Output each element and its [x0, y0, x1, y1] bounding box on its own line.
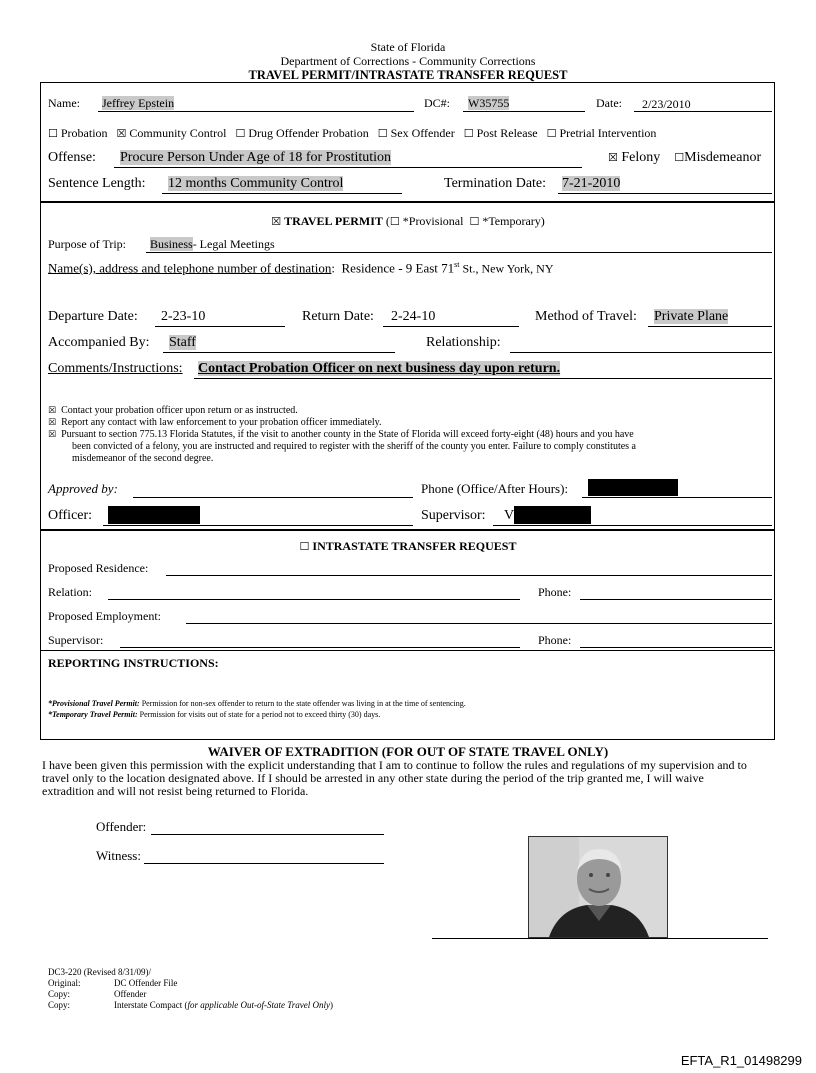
officer-label: Officer:	[48, 508, 93, 523]
approved-field	[133, 481, 413, 498]
relation-field	[108, 585, 520, 600]
departure-value: 2-23-10	[161, 309, 206, 324]
departure-label: Departure Date:	[48, 309, 138, 324]
supervisor-label: Supervisor:	[421, 508, 486, 523]
transfer-phone-label: Phone:	[538, 633, 572, 647]
offender-sign-label: Offender:	[96, 819, 147, 834]
relationship-field	[510, 335, 772, 353]
felony-checkbox[interactable]: ☒	[608, 151, 618, 164]
transfer-phone-field	[580, 633, 772, 648]
offender-sign-line	[151, 819, 384, 835]
destination-value: Residence - 9 East 71	[341, 260, 455, 276]
offense-label: Offense:	[48, 150, 96, 165]
intrastate-heading: ☐ INTRASTATE TRANSFER REQUEST	[299, 539, 517, 553]
termination-value: 7-21-2010	[562, 176, 621, 191]
redaction-phone	[588, 479, 678, 496]
dc-value: W35755	[468, 96, 510, 110]
transfer-supervisor-label: Supervisor:	[48, 633, 104, 647]
waiver-heading: WAIVER OF EXTRADITION (FOR OUT OF STATE TRAVEL ONLY)	[207, 744, 609, 759]
reporting-separator	[40, 650, 775, 651]
relation-phone-field	[580, 585, 772, 600]
relation-label: Relation:	[48, 585, 92, 599]
residence-field	[166, 561, 772, 576]
dc-label: DC#:	[424, 96, 451, 110]
drug-offender-checkbox[interactable]: ☐	[235, 127, 246, 140]
employment-label: Proposed Employment:	[48, 609, 161, 623]
witness-sign-label: Witness:	[96, 848, 141, 863]
purpose-rest: - Legal Meetings	[192, 237, 275, 251]
destination-label: Name(s), address and telephone number of destination	[48, 260, 332, 276]
form-footer: DC3-220 (Revised 8/31/09)/ Original: DC Offender File Copy: Offender Copy: Interstate Compact (for applicable Out-of-State Travel Only)	[48, 967, 333, 1010]
relationship-label: Relationship:	[426, 335, 501, 350]
accompanied-field	[163, 335, 395, 353]
purpose-value: Business	[150, 237, 193, 251]
photo-sign-line	[432, 938, 768, 939]
return-value: 2-24-10	[391, 309, 436, 324]
condition-item: ☒ Pursuant to section 775.13 Florida Statutes, if the visit to another county in the State of Florida will exceed forty-eight (48) hours and you have	[48, 429, 634, 440]
travel-permit-heading: ☒ TRAVEL PERMIT (☐ *Provisional ☐ *Temporary)	[271, 214, 545, 228]
date-value: 2/23/2010	[642, 97, 691, 111]
sentence-label: Sentence Length:	[48, 176, 146, 191]
header-state: State of Florida	[370, 40, 446, 54]
accompanied-value: Staff	[169, 335, 196, 350]
method-label: Method of Travel:	[535, 309, 637, 324]
accompanied-label: Accompanied By:	[48, 335, 150, 350]
travel-permit-checkbox[interactable]: ☒	[271, 215, 282, 228]
residence-label: Proposed Residence:	[48, 561, 149, 575]
conditions-list: ☒ Contact your probation officer upon return or as instructed. ☒ Report any contact with law enforcement to your probation officer immediately. ☒ Pursuant to section 775.13 Florida Statutes, if the visit to another county in the State of Florida will exceed forty-eight (48) hours and you have been convicted of a felony, you are instructed and required to register with the sheriff of the county you enter. Failure to comply constitutes a misdemeanor of the second degree.	[48, 405, 636, 464]
comments-label: Comments/Instructions:	[48, 361, 183, 376]
redaction-officer	[108, 506, 200, 524]
witness-sign-line	[144, 848, 384, 864]
phone-label: Phone (Office/After Hours):	[421, 481, 569, 496]
intrastate-checkbox[interactable]: ☐	[299, 540, 310, 553]
date-label: Date:	[596, 96, 622, 110]
reporting-label: REPORTING INSTRUCTIONS:	[48, 656, 219, 670]
misdemeanor-checkbox[interactable]: ☐	[674, 151, 685, 164]
name-label: Name:	[48, 96, 80, 110]
termination-label: Termination Date:	[444, 176, 547, 191]
sex-offender-checkbox[interactable]: ☐	[377, 127, 388, 140]
header-dept: Department of Corrections - Community Corrections	[280, 54, 536, 68]
waiver-text: I have been given this permission with the explicit understanding that I am to continue to follow the rules and regulations of my supervision and to travel only to the location designated above. If I should be arrested in any other state during the period of the trip granted me, I will waive extradition and will not resist being returned to Florida.	[42, 758, 747, 798]
return-label: Return Date:	[302, 309, 374, 324]
condition-item: ☒ Contact your probation officer upon return or as instructed.	[48, 405, 298, 416]
community-control-checkbox[interactable]: ☒	[116, 127, 127, 140]
form-title: TRAVEL PERMIT/INTRASTATE TRANSFER REQUEST	[248, 68, 568, 82]
form-number: DC3-220 (Revised 8/31/09)/	[48, 967, 151, 977]
condition-item: ☒ Report any contact with law enforcement to your probation officer immediately.	[48, 417, 382, 428]
offense-class: ☒ Felony ☐Misdemeanor	[608, 150, 762, 165]
provisional-checkbox[interactable]: ☐	[389, 215, 400, 228]
approved-label: Approved by:	[48, 481, 118, 496]
document-id: EFTA_R1_01498299	[680, 1053, 802, 1068]
offender-photo	[528, 836, 668, 938]
method-value: Private Plane	[654, 309, 729, 324]
temporary-checkbox[interactable]: ☐	[469, 215, 480, 228]
offense-value: Procure Person Under Age of 18 for Prostitution	[120, 150, 392, 165]
purpose-label: Purpose of Trip:	[48, 237, 127, 251]
relation-phone-label: Phone:	[538, 585, 572, 599]
destination-row: Name(s), address and telephone number of destination: Residence - 9 East 71st St., New York, NY	[48, 260, 554, 276]
permit-notes: *Provisional Travel Permit: Permission for non-sex offender to return to the state offender was living in at the time of sentencing. *Temporary Travel Permit: Permission for visits out of state for a period not to exceed thirty (30) days.	[48, 699, 466, 719]
name-value: Jeffrey Epstein	[102, 96, 175, 110]
supervisor-mark: V	[504, 508, 515, 523]
comments-value: Contact Probation Officer on next business day upon return.	[198, 361, 561, 376]
transfer-supervisor-field	[120, 633, 520, 648]
probation-checkbox[interactable]: ☐	[48, 127, 58, 140]
sentence-value: 12 months Community Control	[168, 176, 344, 191]
post-release-checkbox[interactable]: ☐	[463, 127, 474, 140]
pretrial-checkbox[interactable]: ☐	[546, 127, 557, 140]
photo-image	[529, 837, 667, 937]
redaction-supervisor	[514, 506, 591, 524]
employment-field	[186, 609, 772, 624]
supervision-types: ☐ Probation ☒ Community Control ☐ Drug Offender Probation ☐ Sex Offender ☐ Post Release ☐ Pretrial Intervention	[48, 126, 657, 140]
